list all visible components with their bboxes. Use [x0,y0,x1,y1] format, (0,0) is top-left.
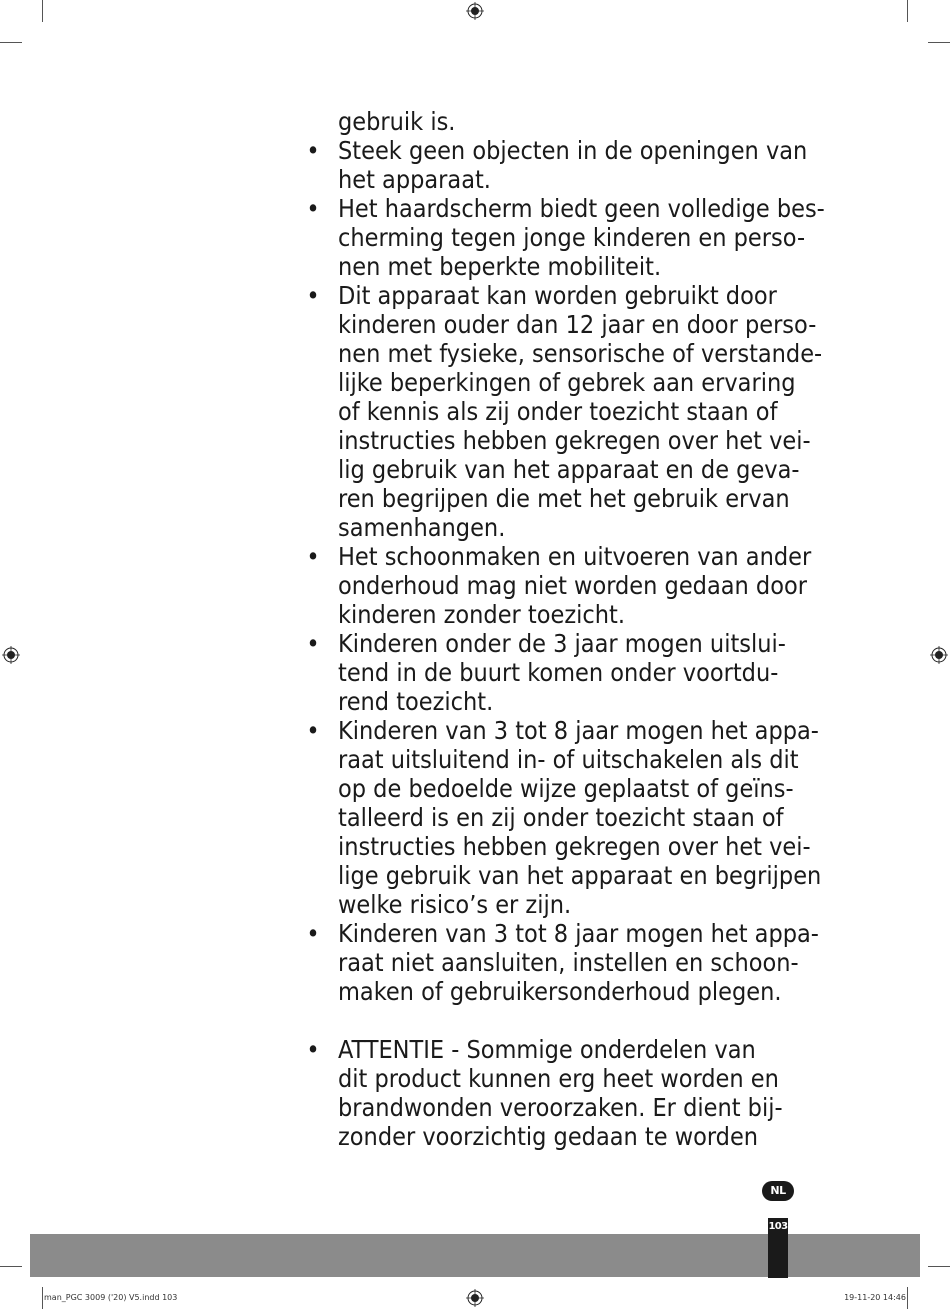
text-line [300,513,835,542]
line-text: welke risico’s er zijn. [338,890,572,919]
line-text: dit product kunnen erg heet worden en [338,1064,779,1093]
line-text: ATTENTIE - Sommige onderdelen van [338,1035,756,1064]
line-text: kinderen zonder toezicht. [338,600,625,629]
line-text: of kennis als zij onder toezicht staan of [338,397,778,426]
paragraph-gap [300,1006,835,1035]
registration-mark-top-icon [466,2,484,20]
line-text: Dit apparaat kan worden gebruikt door [338,281,777,310]
bullet-item-first-line [300,716,835,745]
line-text: raat uitsluitend in- of uitschakelen als dit [338,745,799,774]
line-text: kinderen ouder dan 12 jaar en door perso- [338,310,817,339]
line-text: nen met fysieke, sensorische of verstande- [338,339,823,368]
bullet-item-first-line [300,281,835,310]
text-line [300,600,835,629]
bullet-icon: • [306,716,320,745]
line-text: rend toezicht. [338,687,494,716]
registration-mark-right-icon [930,646,948,664]
bullet-item-first-line [300,629,835,658]
bullet-item-first-line [300,194,835,223]
bullet-item-first-line [300,136,835,165]
line-text: lige gebruik van het apparaat en begrijpen [338,861,822,890]
bullet-icon: • [306,919,320,948]
line-text: maken of gebruikersonderhoud plegen. [338,977,782,1006]
line-text: samenhangen. [338,513,506,542]
line-text: tend in de buurt komen onder voortdu- [338,658,779,687]
text-line [300,484,835,513]
bullet-icon: • [306,542,320,571]
crop-mark-top-right-h [928,42,950,43]
bullet-icon: • [306,1035,320,1064]
line-text: op de bedoelde wijze geplaatst of geïns- [338,774,794,803]
text-line [300,948,835,977]
text-line [300,745,835,774]
bullet-icon: • [306,194,320,223]
bullet-item-first-line [300,919,835,948]
bullet-icon: • [306,136,320,165]
line-text: raat niet aansluiten, instellen en schoon- [338,948,799,977]
language-badge: NL [762,1181,794,1201]
text-line [300,658,835,687]
crop-mark-top-left-v [42,0,43,22]
registration-mark-left-icon [2,646,20,664]
text-line [300,861,835,890]
crop-mark-top-left-h [0,42,22,43]
text-line [300,832,835,861]
line-text: brandwonden veroorzaken. Er dient bij- [338,1093,783,1122]
text-line [300,977,835,1006]
line-text: cherming tegen jonge kinderen en perso- [338,223,806,252]
crop-mark-bottom-left-v [42,1287,43,1309]
line-text: instructies hebben gekregen over het vei- [338,832,811,861]
slug-file-name: man_PGC 3009 ('20) V5.indd 103 [44,1293,178,1302]
text-line [300,455,835,484]
text-line [300,397,835,426]
text-line [300,687,835,716]
line-text: onderhoud mag niet worden gedaan door [338,571,807,600]
text-line [300,107,835,136]
line-text: nen met beperkte mobiliteit. [338,252,662,281]
page-number: 103 [768,1221,788,1232]
line-text: ren begrijpen die met het gebruik ervan [338,484,790,513]
text-line [300,890,835,919]
text-line [300,1093,835,1122]
line-text: lijke beperkingen of gebrek aan ervaring [338,368,796,397]
text-line [300,774,835,803]
bullet-icon: • [306,629,320,658]
line-text: talleerd is en zij onder toezicht staan of [338,803,784,832]
line-text: Kinderen onder de 3 jaar mogen uitslui- [338,629,786,658]
text-line [300,1122,835,1151]
text-line [300,571,835,600]
line-text: Kinderen van 3 tot 8 jaar mogen het appa- [338,919,819,948]
text-line [300,426,835,455]
line-text: het apparaat. [338,165,491,194]
line-text: zonder voorzichtig gedaan te worden [338,1122,759,1151]
crop-mark-bottom-right-v [907,1287,908,1309]
text-line [300,1064,835,1093]
text-line [300,339,835,368]
text-line [300,310,835,339]
crop-mark-bottom-left-h [0,1266,22,1267]
crop-mark-top-right-v [907,0,908,22]
line-text: gebruik is. [338,107,456,136]
text-line [300,803,835,832]
crop-mark-bottom-right-h [928,1266,950,1267]
line-text: lig gebruik van het apparaat en de geva- [338,455,800,484]
bullet-icon: • [306,281,320,310]
slug-datetime: 19-11-20 14:46 [844,1293,906,1302]
bullet-item-first-line [300,542,835,571]
text-line [300,368,835,397]
bullet-item-first-line [300,1035,835,1064]
line-text: Het haardscherm biedt geen volledige bes- [338,194,825,223]
line-text: Steek geen objecten in de openingen van [338,136,808,165]
text-line [300,223,835,252]
safety-instructions-text [300,107,835,1151]
line-text: instructies hebben gekregen over het vei- [338,426,811,455]
text-line [300,165,835,194]
text-line [300,252,835,281]
line-text: Kinderen van 3 tot 8 jaar mogen het appa- [338,716,819,745]
registration-mark-bottom-icon [466,1289,484,1307]
line-text: Het schoonmaken en uitvoeren van ander [338,542,812,571]
